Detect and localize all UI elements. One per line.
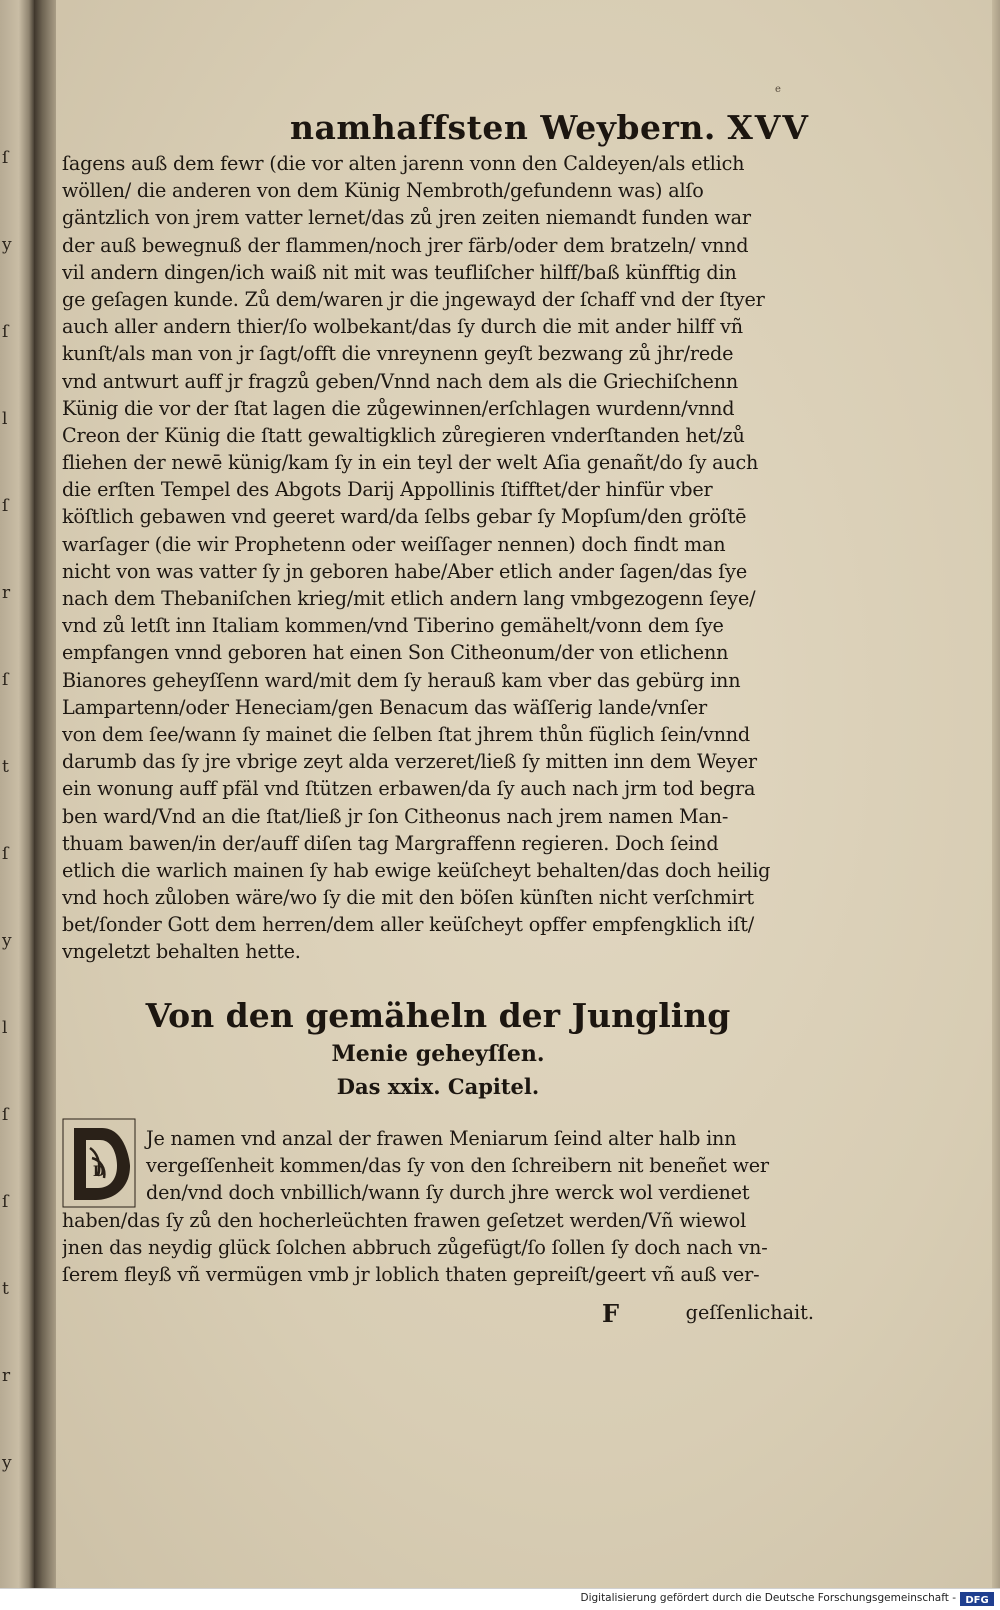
previous-page-fragment: y <box>2 235 12 255</box>
text-line: Künig die vor der ſtat lagen die zůgewinnen/erſchlagen wurdenn/vnnd <box>62 396 735 420</box>
chapter-text-line: den/vnd doch vnbillich/wann ſy durch jhre werck wol verdienet <box>146 1181 750 1205</box>
folio-number: XVV <box>727 108 810 147</box>
chapter-text-block <box>62 1125 814 1288</box>
text-line: wöllen/ die anderen von dem Künig Nembroth/gefundenn was) alſo <box>62 179 704 203</box>
previous-page-fragment: y <box>2 931 12 951</box>
page-edge <box>992 0 1000 1588</box>
chapter-text-line: haben/das ſy zů den hocherleüchten frawen geſetzet werden/Vñ wiewol <box>62 1208 747 1232</box>
page-foot <box>62 1299 814 1329</box>
text-line: vnd hoch zůloben wäre/wo ſy die mit den böſen künſten nicht verſchmirt <box>62 886 754 910</box>
catchword: geſſenlichait. <box>685 1301 814 1324</box>
previous-page-fragment: ſ <box>2 322 9 342</box>
dfg-logo-icon <box>960 1592 994 1606</box>
text-line: warſager (die wir Prophetenn oder weiſſager nennen) doch findt man <box>62 532 726 556</box>
previous-page-fragment: l <box>2 409 8 429</box>
text-line: die erſten Tempel des Abgots Darij Appollinis ſtifftet/der hinfür vber <box>62 478 713 502</box>
digitization-footer <box>0 1588 1000 1610</box>
text-line: vnd antwurt auff jr fragzů geben/Vnnd nach dem als die Griechiſchenn <box>62 369 739 393</box>
chapter-text-line: vergeſſenheit kommen/das ſy von den ſchreibern nit beneñet wer <box>146 1154 769 1178</box>
previous-page-fragment: r <box>2 583 11 603</box>
previous-page-fragment: t <box>2 757 9 777</box>
text-line: vil andern dingen/ich waiß nit mit was teufliſcher hilff/baß künfftig din <box>62 260 737 284</box>
previous-page-fragment: r <box>2 1366 11 1386</box>
text-line: von dem ſee/wann ſy mainet die ſelben ſtat jhrem thůn füglich ſein/vnnd <box>62 722 750 746</box>
previous-page-fragment: ſ <box>2 1192 9 1212</box>
previous-page-edge <box>0 0 34 1588</box>
text-line: auch aller andern thier/ſo wolbekant/das ſy durch die mit ander hilff vñ <box>62 315 743 339</box>
text-line: ge geſagen kunde. Zů dem/waren jr die jngewayd der ſchaff vnd der ſtyer <box>62 287 765 311</box>
text-line: köſtlich gebawen vnd geeret ward/da ſelbs gebar ſy Mopſum/den gröſtē <box>62 505 747 529</box>
previous-page-fragment: ſ <box>2 496 9 516</box>
binding-gutter <box>34 0 56 1588</box>
previous-page-fragment: l <box>2 1018 8 1038</box>
text-line: nicht von was vatter ſy jn geboren habe/Aber etlich ander ſagen/das ſye <box>62 559 747 583</box>
page-header <box>290 108 810 156</box>
text-line: thuam bawen/in der/auff diſen tag Margraffenn regieren. Doch ſeind <box>62 831 719 855</box>
text-line: nach dem Thebaniſchen krieg/mit etlich andern lang vmbgezogenn ſeye/ <box>62 587 756 610</box>
main-text-block <box>62 150 814 966</box>
previous-page-fragment: ſ <box>2 1105 9 1125</box>
text-line: ein wonung auff pfäl vnd ſtützen erbawen/da ſy auch nach jrm tod begra <box>62 777 756 801</box>
chapter-heading-line-2: Menie geheyſſen. <box>331 1041 545 1067</box>
text-line: etlich die warlich mainen ſy hab ewige keüſcheyt behalten/das doch heilig <box>62 858 771 882</box>
dfg-logo-text: DFG <box>965 1595 989 1606</box>
previous-page-fragment: y <box>2 1453 12 1473</box>
signature-mark: F <box>602 1299 620 1328</box>
previous-page-fragment: ſ <box>2 148 9 168</box>
text-line: empfangen vnnd geboren hat einen Son Citheonum/der von etlichenn <box>62 641 729 665</box>
previous-page-fragment: ſ <box>2 670 9 690</box>
corner-mark: e <box>775 84 781 95</box>
text-line: bet/ſonder Gott dem herren/dem aller keüſcheyt opffer empfengklich iſt/ <box>62 913 755 937</box>
previous-page-fragment: t <box>2 1279 9 1299</box>
running-title: namhaffsten Weybern. <box>290 108 716 147</box>
text-line: ben ward/Vnd an die ſtat/ließ jr ſon Citheonus nach jrem namen Man- <box>62 804 729 828</box>
chapter-heading-line-1: Von den gemäheln der Jungling <box>145 996 731 1035</box>
text-line: kunſt/als man von jr ſagt/offt die vnreynenn geyſt bezwang zů jhr/rede <box>62 342 734 366</box>
previous-page-fragment: ſ <box>2 844 9 864</box>
text-line: vnd zů letſt inn Italiam kommen/vnd Tiberino gemähelt/vonn dem ſye <box>62 614 724 638</box>
chapter-text-line: jnen das neydig glück ſolchen abbruch zůgefügt/ſo ſollen ſy doch nach vn- <box>62 1235 768 1259</box>
text-line: vngeletzt behalten hette. <box>62 940 301 964</box>
footer-credit: Digitalisierung gefördert durch die Deutsche Forschungsgemeinschaft - <box>580 1592 956 1604</box>
text-line: fliehen der newē künig/kam ſy in ein teyl der welt Aſia genañt/do ſy auch <box>62 451 759 475</box>
text-line: der auß bewegnuß der flammen/noch jrer färb/oder dem bratzeln/ vnnd <box>62 233 749 257</box>
text-line: Creon der Künig die ſtatt gewaltigklich zůregieren vnderſtanden het/zů <box>62 423 745 447</box>
chapter-text-line: ſerem fleyß vñ vermügen vmb jr loblich thaten gepreiſt/geert vñ auß ver- <box>62 1262 760 1286</box>
chapter-text-line: Je namen vnd anzal der frawen Meniarum ſeind alter halb inn <box>146 1127 737 1150</box>
text-line: Lampartenn/oder Heneciam/gen Benacum das wäſſerig lande/vnſer <box>62 695 707 719</box>
text-line: Bianores geheyſſenn ward/mit dem ſy herauß kam vber das gebürg inn <box>62 668 741 692</box>
initial-letter: D <box>92 1164 106 1180</box>
text-line: gäntzlich von jrem vatter lernet/das zů jren zeiten niemandt funden war <box>62 206 751 230</box>
text-line: darumb das ſy jre vbrige zeyt alda verzeret/ließ ſy mitten inn dem Weyer <box>62 750 757 774</box>
text-line: ſagens auß dem fewr (die vor alten jarenn vonn den Caldeyen/als etlich <box>62 152 745 175</box>
chapter-number: Das xxix. Capitel. <box>336 1074 540 1099</box>
